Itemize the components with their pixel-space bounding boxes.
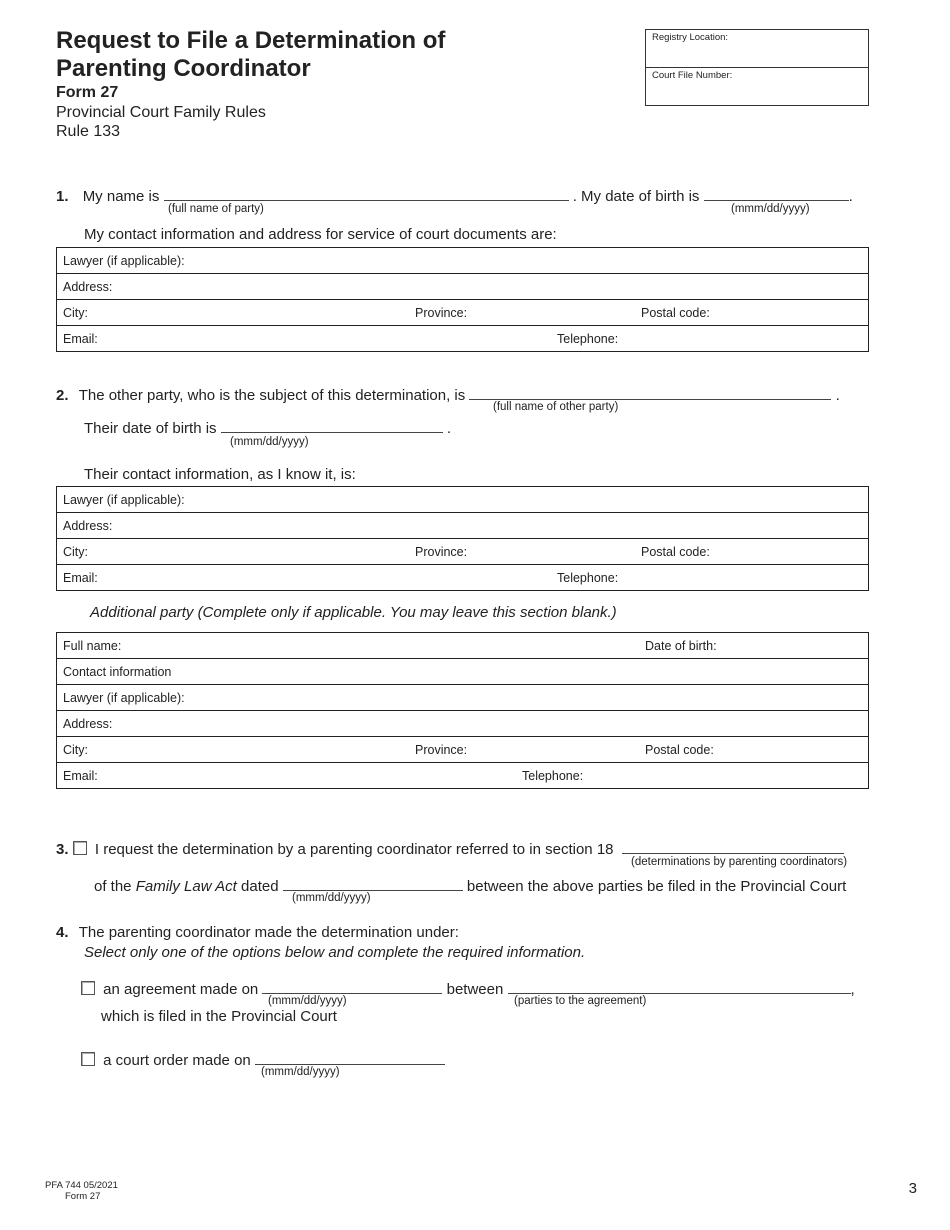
agreement-date-field[interactable] — [262, 978, 442, 994]
registry-box — [645, 29, 869, 106]
additional-dob-field[interactable]: Date of birth: — [639, 633, 869, 659]
additional-party-heading: Additional party (Complete only if applicable. You may leave this section blank.) — [90, 604, 617, 621]
court-order-checkbox[interactable] — [81, 1052, 95, 1066]
option-agreement: an agreement made on between , — [81, 978, 855, 998]
telephone-field[interactable] — [639, 763, 869, 789]
telephone-field[interactable] — [635, 565, 869, 591]
party-name-field[interactable] — [164, 185, 569, 201]
party-name-hint: (full name of party) — [168, 203, 264, 215]
rule-number: Rule 133 — [56, 123, 121, 140]
other-party-dob-hint: (mmm/dd/yyyy) — [230, 436, 309, 448]
court-order-date-field[interactable] — [255, 1049, 445, 1065]
other-party-contact-table — [56, 486, 869, 591]
agreement-parties-field[interactable] — [508, 978, 851, 994]
determination-date-field[interactable] — [283, 875, 463, 891]
party-dob-field[interactable] — [704, 185, 849, 201]
option-court-order: a court order made on — [81, 1049, 445, 1069]
section-2-line: 2. The other party, who is the subject of this determination, is . — [56, 384, 840, 404]
other-party-dob-line: Their date of birth is . — [84, 417, 451, 437]
other-party-name-hint: (full name of other party) — [493, 401, 619, 413]
other-contact-intro: Their contact information, as I know it, is: — [84, 466, 356, 483]
email-field[interactable]: Email: Telephone: — [57, 763, 640, 789]
city-field[interactable]: City: — [57, 300, 410, 326]
section-18-hint: (determinations by parenting coordinators) — [631, 856, 848, 868]
section-4-instruction: Select only one of the options below and complete the required information. — [84, 944, 586, 961]
agreement-line-2: which is filed in the Provincial Court — [101, 1008, 337, 1025]
section-3-line-2: of the Family Law Act dated between the above parties be filed in the Provincial Court — [94, 875, 846, 895]
lawyer-field[interactable]: Lawyer (if applicable): — [57, 248, 869, 274]
lawyer-field[interactable]: Lawyer (if applicable): — [57, 685, 869, 711]
lawyer-field[interactable]: Lawyer (if applicable): — [57, 487, 869, 513]
form-title: Request to File a Determination of Parenting Coordinator — [56, 27, 446, 82]
city-field[interactable]: City: — [57, 737, 410, 763]
address-field[interactable]: Address: — [57, 513, 869, 539]
province-field[interactable]: Province: — [409, 539, 635, 565]
address-field[interactable]: Address: — [57, 711, 869, 737]
court-order-date-hint: (mmm/dd/yyyy) — [261, 1066, 340, 1078]
postal-code-field[interactable]: Postal code: — [635, 300, 869, 326]
agreement-checkbox[interactable] — [81, 981, 95, 995]
contact-information-field[interactable]: Contact information — [57, 659, 869, 685]
page-number: 3 — [908, 1180, 917, 1197]
section-4-line: 4. The parenting coordinator made the determination under: — [56, 924, 459, 941]
other-party-dob-field[interactable] — [221, 417, 443, 433]
address-field[interactable]: Address: — [57, 274, 869, 300]
postal-code-field[interactable]: Postal code: — [635, 539, 869, 565]
section-18-field[interactable] — [622, 838, 844, 854]
section-3-line: 3. I request the determination by a parenting coordinator referred to in section 18 — [56, 838, 844, 858]
email-field[interactable]: Email: Telephone: — [57, 565, 636, 591]
city-field[interactable]: City: — [57, 539, 410, 565]
registry-location-field[interactable]: Registry Location: — [646, 30, 868, 68]
province-field[interactable]: Province: — [409, 737, 639, 763]
full-name-field[interactable]: Full name: — [57, 633, 640, 659]
section-1-line: 1. My name is . My date of birth is . — [56, 185, 853, 205]
party-contact-table — [56, 247, 869, 352]
court-file-number-field[interactable]: Court File Number: — [652, 70, 733, 81]
agreement-date-hint: (mmm/dd/yyyy) — [268, 995, 347, 1007]
determination-date-hint: (mmm/dd/yyyy) — [292, 892, 371, 904]
request-checkbox[interactable] — [73, 841, 87, 855]
email-field[interactable]: Email: Telephone: — [57, 326, 636, 352]
additional-party-table — [56, 632, 869, 789]
telephone-field[interactable] — [635, 326, 869, 352]
form-number: Form 27 — [56, 84, 119, 101]
agreement-parties-hint: (parties to the agreement) — [514, 995, 647, 1007]
rules-name: Provincial Court Family Rules — [56, 104, 266, 121]
footer-code: PFA 744 05/2021 Form 27 — [45, 1180, 118, 1202]
contact-intro: My contact information and address for service of court documents are: — [84, 226, 557, 243]
party-dob-hint: (mmm/dd/yyyy) — [731, 203, 810, 215]
postal-code-field[interactable]: Postal code: — [639, 737, 869, 763]
province-field[interactable]: Province: — [409, 300, 635, 326]
other-party-name-field[interactable] — [469, 384, 831, 400]
